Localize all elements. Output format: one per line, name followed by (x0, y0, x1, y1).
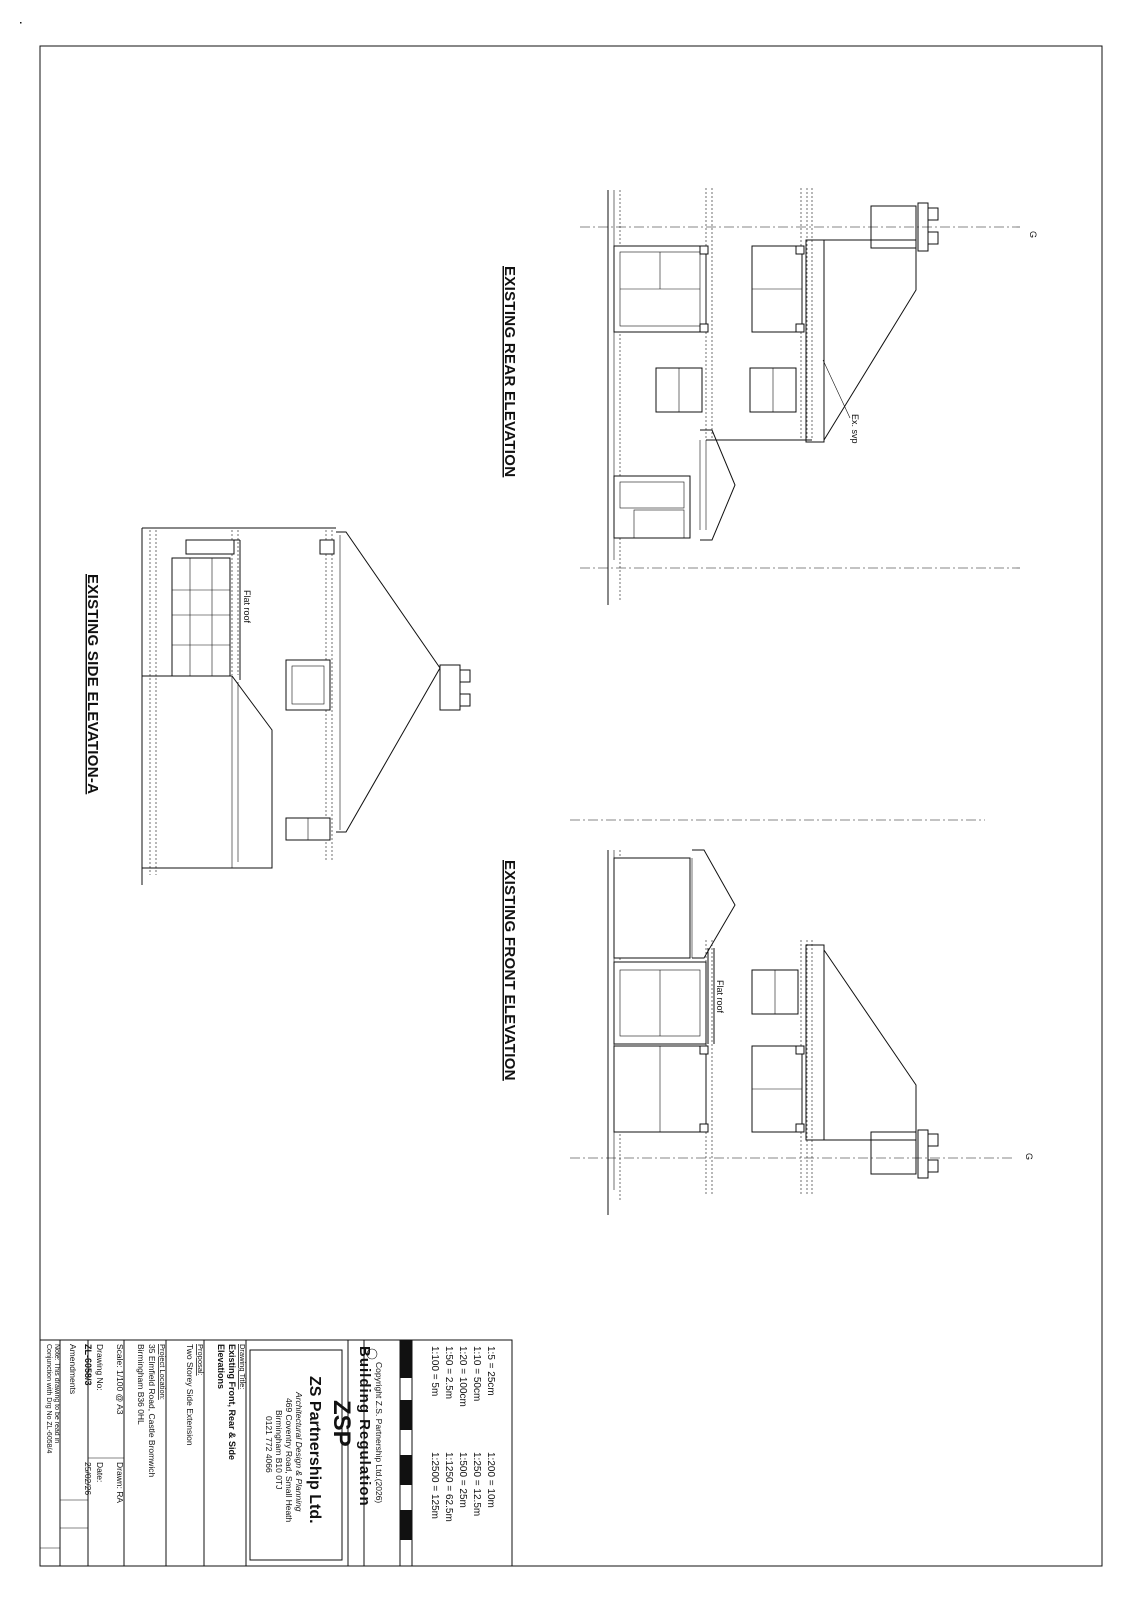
footnote-line-1: Note: This drawing to be read in (53, 1344, 60, 1444)
rear-elevation (580, 188, 1038, 605)
firm-address-2: Birmingham B10 0TJ (274, 1410, 284, 1490)
scale-right-3: 1:1250 = 62.5m (443, 1452, 454, 1522)
svg-text:G: G (1028, 231, 1038, 239)
scale-text: Scale: 1/100 @ A3 (115, 1344, 125, 1415)
corner-mark (20, 22, 22, 24)
location-line-2: Birmingham B36 0HL (136, 1344, 146, 1425)
date-text: 25/02/26 (83, 1462, 93, 1496)
date-label: Date: (95, 1462, 105, 1483)
drawing-title-line-1: Existing Front, Rear & Side (227, 1344, 237, 1461)
front-elevation-title: EXISTING FRONT ELEVATION (501, 860, 518, 1081)
sheet-border (40, 46, 1102, 1566)
scale-table (429, 1346, 496, 1522)
scale-right-1: 1:250 = 12.5m (471, 1452, 482, 1517)
drawn-text: Drawn: RA (115, 1462, 125, 1504)
scale-left-4: 1:100 = 5m (429, 1346, 440, 1397)
front-flat-roof-note: Flat roof (715, 980, 725, 1014)
scale-right-4: 1:2500 = 125m (429, 1452, 440, 1519)
status-text: Building Regulation (356, 1346, 373, 1507)
copyright-text: Copyright Z.S. Partnership Ltd.(2026) (374, 1362, 384, 1504)
location-line-1: 35 Elmfield Road, Castle Bromwich (147, 1344, 157, 1478)
front-elevation (570, 820, 1034, 1215)
scale-right-0: 1:200 = 10m (485, 1452, 496, 1508)
scale-left-3: 1:50 = 2.5m (443, 1346, 454, 1400)
scale-right-2: 1:500 = 25m (457, 1452, 468, 1508)
firm-address-1: 469 Coventry Road, Small Heath (284, 1398, 294, 1523)
proposal-label: Proposal: (196, 1344, 205, 1376)
proposal-text: Two Storey Side Extension (185, 1344, 195, 1446)
footnote-line-2: Conjunction with Drg No ZL-6058/4 (45, 1344, 52, 1454)
amendments-label: Amendments (68, 1344, 78, 1395)
side-flat-roof-note: Flat roof (242, 590, 252, 624)
drawing-no-label: Drawing No: (95, 1344, 105, 1391)
side-elevation-title: EXISTING SIDE ELEVATION-A (84, 574, 101, 795)
scale-left-2: 1:20 = 100cm (457, 1346, 468, 1407)
firm-name: ZS Partnership Ltd. (306, 1376, 323, 1524)
side-elevation (142, 528, 470, 885)
firm-phone: 0121 772 4066 (264, 1416, 274, 1473)
scale-left-0: 1:5 = 25cm (485, 1346, 496, 1396)
firm-logo: ZSP (328, 1400, 355, 1447)
location-label: Project Location: (158, 1344, 167, 1400)
drawing-title-line-2: Elevations (216, 1344, 226, 1390)
firm-tagline: Architectural Design & Planning (294, 1392, 304, 1512)
svg-text:G: G (1024, 1153, 1034, 1161)
drawing-title-label: Drawing Title: (238, 1344, 247, 1390)
rear-elevation-title: EXISTING REAR ELEVATION (501, 266, 518, 478)
scale-left-1: 1:10 = 50cm (471, 1346, 482, 1402)
drawing-no: ZL-6058/3 (83, 1344, 93, 1386)
rear-svp-note: Ex. svp (850, 414, 860, 444)
